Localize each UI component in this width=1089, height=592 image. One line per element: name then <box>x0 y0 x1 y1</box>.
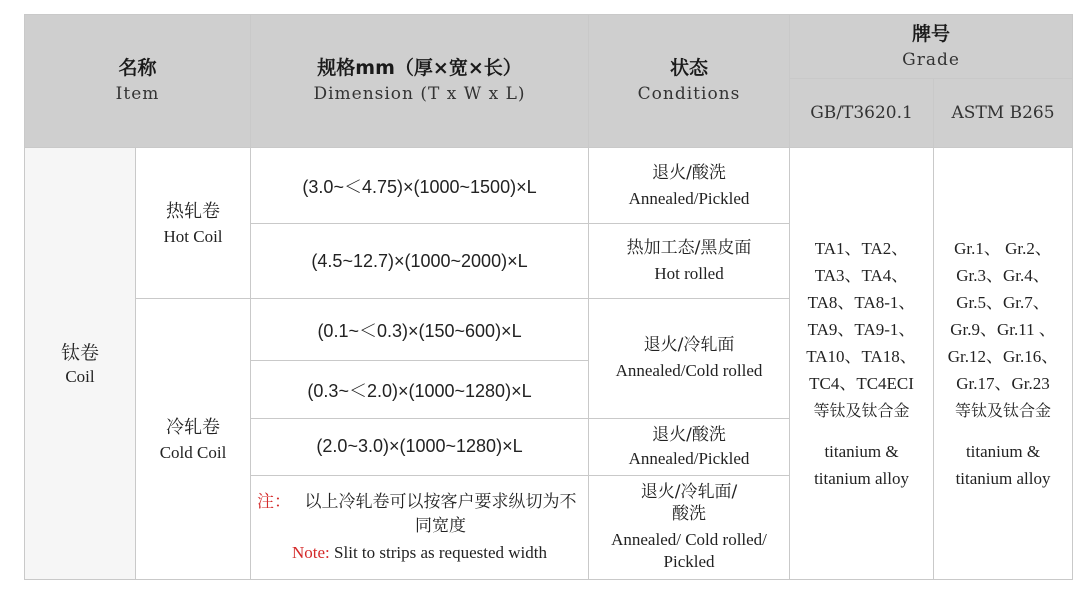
product-en: Coil <box>65 366 95 386</box>
grade-gb-line: TA9、TA9-1、 <box>807 320 916 339</box>
condition-en-line2: Pickled <box>663 552 715 572</box>
condition-en: Annealed/Pickled <box>628 188 750 208</box>
dimension-cell <box>251 418 589 475</box>
header-conditions-zh: 状态 <box>670 57 709 79</box>
grade-gb-list <box>790 148 934 580</box>
hot-coil-cell <box>136 148 251 299</box>
grade-gb-line: TC4、TC4ECI <box>809 374 914 393</box>
grade-gb-line: TA8、TA8-1、 <box>807 293 916 312</box>
dimension-value: (2.0~3.0)×(1000~1280)×L <box>316 436 523 457</box>
grade-astm-line: Gr.1、 Gr.2、 <box>954 239 1052 258</box>
condition-en: Annealed/Pickled <box>628 448 750 468</box>
condition-zh: 退火/冷轧面 <box>643 335 735 356</box>
condition-cell <box>589 224 790 299</box>
grade-astm-line: Gr.12、Gr.16、 <box>947 347 1059 366</box>
dimension-cell <box>251 148 589 224</box>
header-grade-en: Grade <box>902 49 960 70</box>
condition-zh-line1: 退火/冷轧面/ <box>640 482 738 503</box>
product-zh: 钛卷 <box>60 341 99 364</box>
dimension-value: (3.0~＜4.75)×(1000~1500)×L <box>302 176 537 197</box>
header-grade-gb <box>790 79 934 148</box>
header-conditions-en: Conditions <box>637 84 741 104</box>
note-text-en: Slit to strips as requested width <box>329 543 548 563</box>
header-grade-astm <box>934 79 1073 148</box>
grade-gb-en-line1: titanium & <box>824 442 899 461</box>
grade-astm-line: Gr.3、Gr.4、 <box>956 266 1050 285</box>
condition-en-line1: Annealed/ Cold rolled/ <box>611 530 767 550</box>
grade-astm-line: Gr.5、Gr.7、 <box>956 293 1050 312</box>
header-item-zh: 名称 <box>118 57 157 79</box>
grade-astm-en-line2: titanium alloy <box>955 469 1051 488</box>
dimension-cell <box>251 224 589 299</box>
dimension-cell <box>251 361 589 418</box>
cold-coil-zh: 冷轧卷 <box>166 417 220 439</box>
header-dimension-zh: 规格mm（厚×宽×长） <box>317 57 522 79</box>
header-grade-astm-label: ASTM B265 <box>951 103 1055 123</box>
grade-gb-en-line2: titanium alloy <box>814 469 909 488</box>
dimension-value: (4.5~12.7)×(1000~2000)×L <box>311 250 528 271</box>
grade-astm-en-line1: titanium & <box>965 442 1041 461</box>
dimension-value: (0.1~＜0.3)×(150~600)×L <box>317 320 522 341</box>
grade-gb-zh-tail: 等钛及钛合金 <box>813 401 910 420</box>
cold-coil-cell <box>136 299 251 580</box>
header-item <box>25 15 251 148</box>
condition-zh-line2: 酸洗 <box>672 504 707 525</box>
note-label-zh: 注： <box>257 492 292 513</box>
hot-coil-zh: 热轧卷 <box>166 201 220 223</box>
header-item-en: Item <box>115 84 160 104</box>
condition-zh: 退火/酸洗 <box>652 424 726 445</box>
note-label-en: Note: <box>292 543 330 563</box>
grade-astm-zh-tail: 等钛及钛合金 <box>955 401 1052 420</box>
header-dimension-en: Dimension (T x W x L) <box>313 84 526 104</box>
grade-gb-line: TA3、TA4、 <box>814 266 909 285</box>
condition-cell <box>589 299 790 418</box>
condition-cell <box>589 148 790 224</box>
note-cell <box>251 475 589 579</box>
hot-coil-en: Hot Coil <box>163 227 223 247</box>
header-grade-gb-label: GB/T3620.1 <box>810 103 913 123</box>
header-conditions <box>589 15 790 148</box>
condition-en: Hot rolled <box>654 264 724 284</box>
titanium-coil-spec-table <box>24 14 1073 580</box>
grade-astm-line: Gr.9、Gr.11 、 <box>950 320 1056 339</box>
note-text-zh: 以上冷轧卷可以按客户要求纵切为不同宽度 <box>304 492 577 537</box>
grade-gb-line: TA1、TA2、 <box>814 239 909 258</box>
condition-cell <box>589 418 790 475</box>
product-coil-cell <box>25 148 136 580</box>
cold-coil-en: Cold Coil <box>159 443 227 463</box>
condition-en: Annealed/Cold rolled <box>615 361 763 381</box>
condition-cell <box>589 475 790 579</box>
dimension-value: (0.3~＜2.0)×(1000~1280)×L <box>307 380 532 401</box>
header-grade <box>790 15 1073 79</box>
grade-gb-line: TA10、TA18、 <box>806 347 917 366</box>
grade-astm-list <box>934 148 1073 580</box>
condition-zh: 热加工态/黑皮面 <box>626 238 752 259</box>
condition-zh: 退火/酸洗 <box>652 162 726 183</box>
grade-astm-line: Gr.17、Gr.23 <box>956 374 1050 393</box>
header-grade-zh: 牌号 <box>912 22 951 45</box>
header-dimension <box>251 15 589 148</box>
dimension-cell <box>251 299 589 361</box>
